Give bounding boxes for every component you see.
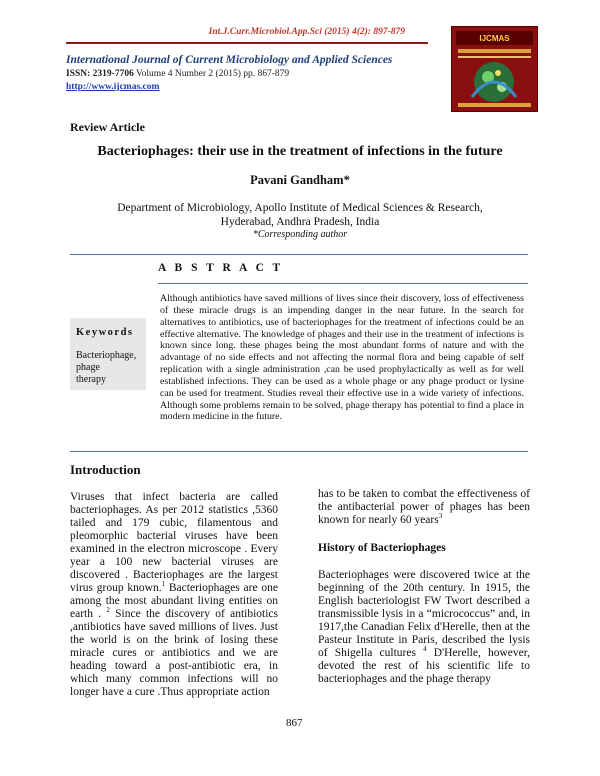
body-text: Viruses that infect bacteria are called bacteriophages. As per 2012 statistics ,5360 tailed and 179 cubic, filamentous and pleomorphic bacterial viruses have been examined in the electron microscope . Every year a 100 new bacterial viruses are discovered . Bacteriophages are the largest virus group known. xyxy=(70,491,278,594)
keywords-heading: Keywords xyxy=(76,327,134,338)
body-text: Since the discovery of antibiotics ,antibiotics have saved millions of lives. Just the world is on the brink of losing these miracle cures or antibiotics and we are heading toward a post-antibiotic era, in which many common infections will no longer have a cure .Thus appropriate action xyxy=(70,608,279,698)
paper-title: Bacteriophages: their use in the treatment of infections in the future xyxy=(97,144,503,159)
affiliation-line: Department of Microbiology, Apollo Institute of Medical Sciences & Research, xyxy=(117,202,483,214)
abstract-bottom-rule xyxy=(70,451,528,452)
journal-cover-image xyxy=(451,26,538,112)
history-heading: History of Bacteriophages xyxy=(318,542,446,554)
introduction-heading: Introduction xyxy=(70,462,141,477)
abstract-heading: A B S T R A C T xyxy=(158,262,284,274)
citation-ref: 1 xyxy=(161,580,166,589)
page-number: 867 xyxy=(286,717,303,729)
body-text: Bacteriophages are one among the most abundant living entities on earth . xyxy=(70,582,278,620)
author-name: Pavani Gandham* xyxy=(250,173,350,187)
issn-label: ISSN: 2319-7706 xyxy=(66,69,134,79)
author-affiliation xyxy=(110,201,490,229)
body-text: Bacteriophages were discovered twice at the beginning of the 20th century. In 1915, the English bacteriologist FW Twort described a transmissible lysis in a “micrococcus” and, in 1917,the Canadian Felix d'Herelle, then at the Pasteur Institute in Paris, described the lysis of Shigella cultures xyxy=(318,569,530,659)
journal-url-link[interactable]: http://www.ijcmas.com xyxy=(66,82,160,92)
right-column-text xyxy=(318,488,530,527)
issn-volume: Volume 4 Number 2 (2015) pp. 867-879 xyxy=(133,69,290,79)
citation-ref: 3 xyxy=(438,512,443,521)
issn-line xyxy=(66,69,289,79)
left-column-text xyxy=(70,491,278,699)
keyword-item: therapy xyxy=(76,374,106,385)
abstract-heading-rule xyxy=(158,283,528,284)
abstract-text: Although antibiotics have saved millions of lives since their discovery, loss of effectiveness of these miracle drugs is an impending danger in the near future. In the search for alternatives to antibiotics, use of bacteriophages for the treatment of infections could be an effective alternative. The knowledge of phages and their use in the treatment of infections is known since long. these phages being the most abundant forms of nature and with the advantage of no side effects and not affecting the normal flora and being capable of self replication with a single administration ,can be used prophylactically as well as for well established infections. They can be used as a whole phage or any phage product or lysine can be used for treatment. Studies reveal their effective use in a wide variety of infections. Although some problems remain to be solved, phage therapy has potential to find a place in modern medicine in the future. xyxy=(160,293,524,423)
keyword-item: Bacteriophage, xyxy=(76,350,137,361)
article-type: Review Article xyxy=(70,120,145,134)
body-text: has to be taken to combat the effectiveness of the antibacterial power of phages has been known for nearly 60 years xyxy=(318,488,530,526)
journal-citation: Int.J.Curr.Microbiol.App.Sci (2015) 4(2): 897-879 xyxy=(208,27,405,37)
cover-label: IJCMAS xyxy=(479,34,510,43)
corresponding-author-note: *Corresponding author xyxy=(252,229,348,240)
journal-title: International Journal of Current Microbiology and Applied Sciences xyxy=(66,54,393,66)
history-text xyxy=(318,569,530,686)
keyword-item: phage xyxy=(76,362,100,373)
header-divider xyxy=(66,42,428,44)
body-text: D'Herelle, however, devoted the rest of his scientific life to bacteriophages and the phage therapy xyxy=(318,647,530,685)
citation-ref: 2 xyxy=(106,606,110,615)
citation-ref: 4 xyxy=(423,645,427,654)
abstract-top-rule xyxy=(70,254,528,255)
affiliation-line: Hyderabad, Andhra Pradesh, India xyxy=(220,216,380,228)
